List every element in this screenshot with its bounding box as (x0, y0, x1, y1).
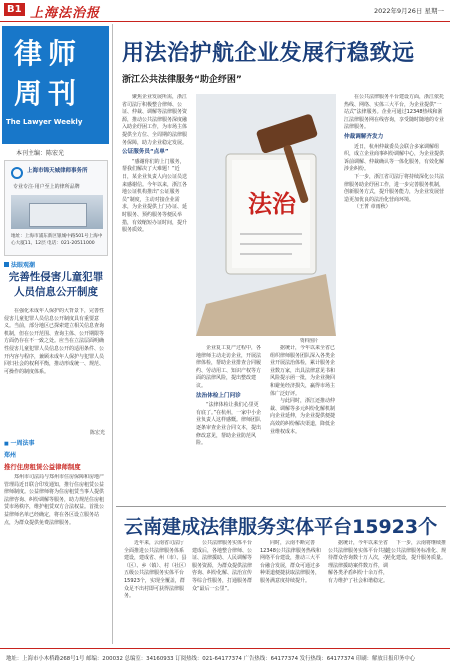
ad-firm-name: 上海市锦天城律师事务所 (27, 168, 88, 174)
editor-credit: 本刊主编：陈宏光 (16, 150, 65, 157)
firm-logo-icon (11, 167, 23, 179)
left-article-title[interactable]: 完善性侵害儿童犯罪人员信息公开制度 (8, 271, 104, 298)
masthead (0, 0, 450, 22)
main-column-3 (270, 345, 336, 499)
week-article-body: 郑州市司法局与郑州市住房保障和房地产管理局近日联合印发通知，推行住房租赁公益律师制度。公益律师将为住房租赁当事人提供法律咨询、纠纷调解等服务，助力规范住房租赁市场秩序，维护租赁双方合法权益。首批公益律师名单已经确定，将在各区设立服务站点，为群众提供免费法律服务。 (4, 474, 105, 526)
paragraph: 据统计，今年以来全省已组织律师服务团队深入各类企业开展法治体检，累计服务企业数万家，出具法律意见书和风险提示函一批，为企业挽回和避免经济损失，赢得市场主体广泛好评。 (270, 345, 336, 397)
lower-column-1: 近年来，云南省司法厅全面推进公共法律服务体系建设，建成省、州（市）、县（区）、乡（镇）、村（社区）五级公共法律服务实体平台15923个，实现全覆盖，群众足不出村即可获得法律服务。 (124, 540, 187, 600)
paragraph: 与此同时，浙江还推动仲裁、调解等多元纠纷化解机制向企业延伸，为企业提供便捷高效的纠纷解决渠道，降低企业维权成本。 (270, 398, 336, 435)
paragraph: 聚焦企业发展所需，浙江省司法厅积极整合律师、公证、仲裁、调解等法律服务资源，推动公共法律服务深度融入助企纾困工作，为市场主体提供全方位、全周期的法律服务保障，助力企业稳定发展。 (122, 94, 188, 146)
brand-title-line1: 律师 (14, 37, 83, 70)
ad-address: 地址：上海市浦东新区银城中路501号上海中心大厦11、12层 电话：021-20511000 (11, 234, 103, 246)
photo-credit: 资料图片 (300, 339, 319, 344)
issue-date: 2022年9月26日 星期一 (373, 7, 444, 15)
paragraph: 下一步，浙江省司法厅将持续深化公共法律服务助企纾困工作，进一步完善服务机制，创新服务方式，提升服务能力，为企业发展营造更加优良的法治化营商环境。 (344, 173, 444, 203)
section-divider (116, 506, 446, 507)
main-column-1 (122, 94, 188, 499)
main-column-4 (344, 94, 444, 499)
page-number: B1 (4, 3, 25, 16)
paragraph: “感谢你们的上门服务，帮我们解决了大难题！”近日，某企业负责人向公证员送来感谢信。今年以来，浙江各地公证机构推出“公证服务员”制度，主动对接企业需求，为企业提供上门办证、延时服务、预约服务等便民举措，有效缩短办证时间，提升服务质效。 (122, 158, 188, 234)
law-firm-ad[interactable] (4, 160, 108, 256)
left-article-author: 陈宏光 (89, 430, 105, 436)
paragraph: “法律体检让我们心里更有底了。”在杭州，一家中小企业负责人这样感慨。律师团队逐条审查企业合同文本，提出修改意见，帮助企业防范风险。 (196, 402, 262, 447)
paper-logo: 上海法治报 (30, 6, 101, 21)
lower-headline[interactable]: 云南建成法律服务实体平台15923个 (124, 516, 438, 538)
main-column-2 (196, 345, 262, 499)
lower-column-5: 下一步，云南将继续推进公共法律服务标准化、规范化建设，提升服务质量。 (386, 540, 446, 562)
week-city: 郑州 (4, 452, 17, 459)
photo-overlay-text: 法治 (248, 190, 296, 218)
brand-title-line2: 周刊 (14, 77, 83, 110)
main-photo (196, 94, 336, 336)
week-article-title[interactable]: 推行住房租赁公益律师制度 (4, 463, 81, 471)
brand-english: The Lawyer Weekly (6, 118, 83, 126)
gavel-book-illustration (196, 94, 336, 336)
ad-building-image (11, 195, 103, 229)
section-brand (2, 26, 109, 144)
paragraph: （王菁 章雨秋） (354, 204, 391, 211)
ad-slogan: 专业专注·用户至上的律所品牌 (13, 184, 80, 190)
left-article-body: 在强化未成年人保护的大背景下，完善性侵害儿童犯罪人员信息公开制度具有重要意义。当前，部分地区已探索建立相关信息查询机制，但在公开范围、查询主体、公开期限等方面仍存在不一致之处。应当在立法层面明确性侵害儿童犯罪人员信息公开的适用条件、公开内容与程序，兼顾未成年人保护与犯罪人员回归社会的权利平衡，推动形成统一、规范、可操作的制度体系。 (4, 308, 105, 375)
paragraph: 近日，杭州仲裁委员会联合多家调解组织，成立企业商事纠纷调解中心，为企业提供诉前调解、仲裁确认等一体化服务，有效化解涉企纠纷。 (344, 143, 444, 173)
lower-column-3: 同时，云南不断完善12348公共法律服务热线和网络平台建设，推动三大平台融合发展，群众可通过多种渠道便捷获取法律服务，服务满意度持续提升。 (260, 540, 321, 584)
left-section-label: 法眼观潮 (4, 260, 35, 269)
lower-column-2: 公共法律服务实体平台建成后，各地整合律师、公证、法律援助、人民调解等服务资源，为群众提供法律咨询、纠纷化解、法治宣传等综合性服务，打通服务群众“最后一公里”。 (192, 540, 253, 592)
paragraph: 在公共法律服务平台建设方面，浙江依托热线、网络、实体三大平台，为企业提供“一站式”法律服务。企业可通过12348热线和浙江法律服务网在线咨询，享受随时随地的专业法律服务。 (344, 94, 444, 131)
lower-column-4: 据统计，今年以来全省公共法律服务实体平台共接待群众咨询数十万人次，办理法律援助案件数万件，调解各类矛盾纠纷十余万件，有力维护了社会和谐稳定。 (328, 540, 389, 584)
column-divider (112, 24, 113, 644)
subsection-heading: 仲裁调解齐发力 (344, 133, 384, 140)
left-column (0, 24, 111, 644)
week-section-label: ■ 一周法事 (4, 438, 34, 447)
paragraph: 企业复工复产过程中，各地律师主动走访企业，开展法律体检，帮助企业排查合同履约、劳动用工、知识产权等方面的法律风险，提出整改建议。 (196, 345, 262, 389)
subsection-heading: 法治体检上门问诊 (196, 392, 241, 399)
subsection-heading: 公证服务员“点单” (122, 149, 169, 156)
main-subhead: 浙江公共法律服务“助企纾困” (122, 75, 242, 85)
main-headline[interactable]: 用法治护航企业发展行稳致远 (122, 41, 415, 66)
page-footer: 地址：上海市小木桥路268号1号 邮编：200032 总编室：34160933 订阅热线：021-64177374 广告热线：64177374 发行热线：64177374 印刷：解放日报印务中心 (0, 648, 450, 668)
